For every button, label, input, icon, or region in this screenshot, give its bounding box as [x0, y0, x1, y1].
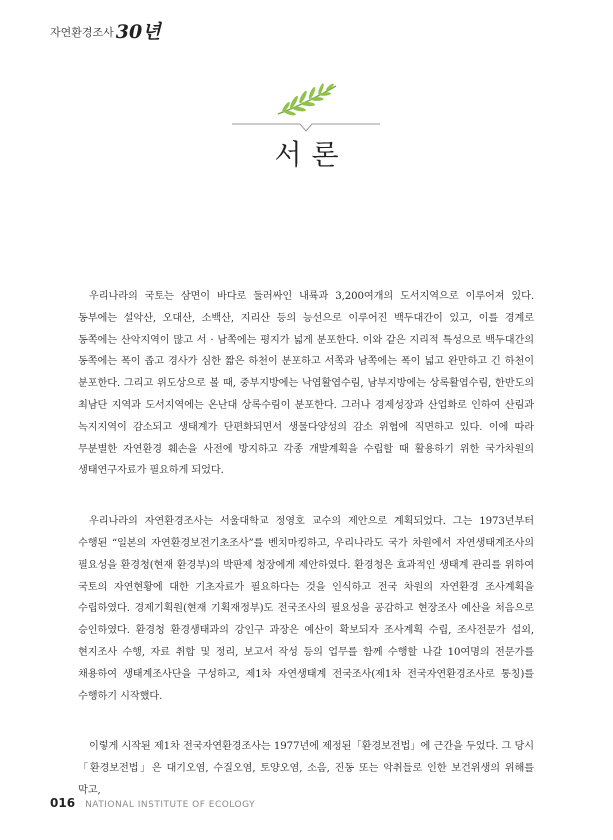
fern-leaf-icon: [272, 80, 342, 120]
series-title: 자연환경조사: [50, 26, 114, 39]
anniversary-logo: 30년: [115, 21, 161, 43]
paragraph: 우리나라의 국토는 삼면이 바다로 둘러싸인 내륙과 3,200여개의 도서지역으로 이루어져 있다. 동부에는 설악산, 오대산, 소백산, 지리산 등의 능선으로 이루어진 백두대간이 있고, 이를 경계로 동쪽에는 산악지역이 많고 서 · 남쪽에는 평지가 넓게 분포한다. 이와 같은 지리적 특성으로 백두대간의 동쪽에는 폭이 좁고 경사가 심한 짧은 하천이 분포하고 서쪽과 남쪽에는 폭이 넓고 완만하고 긴 하천이 분포한다. 그리고 위도상으로 볼 때, 중부지방에는 낙엽활엽수림, 남부지방에는 상록활엽수림, 한반도의 최남단 지역과 도서지역에는 온난대 상록수림이 분포한다. 그러나 경제성장과 산업화로 인하여 산림과 녹지지역이 감소되고 생태계가 단편화되면서 생물다양성의 감소 위협에 직면하고 있다. 이에 따라 무분별한 자연환경 훼손을 사전에 방지하고 각종 개발계획을 수립할 때 활용하기 위한 국가차원의 생태연구자료가 필요하게 되었다.: [78, 291, 534, 477]
paragraph: 우리나라의 자연환경조사는 서울대학교 정영호 교수의 제안으로 계획되었다. 그는 1973년부터 수행된 “일본의 자연환경보전기초조사”를 벤치마킹하고, 우리나라도 국가 차원에서 자연생태계조사의 필요성을 환경청(현재 환경부)의 박판제 청장에게 제안하였다. 환경청은 효과적인 생태계 관리를 위하여 국토의 자연현황에 대한 기초자료가 필요하다는 것을 인식하고 전국 차원의 자연환경 조사계획을 수립하였다. 경제기획원(현재 기획재정부)도 전국조사의 필요성을 공감하고 현장조사 예산을 처음으로 승인하였다. 환경청 환경생태과의 강인구 과장은 예산이 확보되자 조사계획 수립, 조사전문가 섭외, 현지조사 수행, 자료 취합 및 정리, 보고서 작성 등의 업무를 함께 수행할 나갈 10여명의 전문가를 채용하여 생태계조사단을 구성하고, 제1차 자연생태계 전국조사(제1차 전국자연환경조사로 통칭)를 수행하기 시작했다.: [78, 516, 534, 702]
paragraph: 이렇게 시작된 제1차 전국자연환경조사는 1977년에 제정된「환경보전법」에 근간을 두었다. 그 당시「환경보전법」은 대기오염, 수질오염, 토양오염, 소음, 진동 또는 악취들로 인한 보건위생의 위해를 막고,: [78, 741, 534, 796]
organization-name: NATIONAL INSTITUTE OF ECOLOGY: [85, 800, 256, 810]
page-number: 016: [50, 796, 76, 810]
page-footer: [50, 796, 255, 810]
page-title: 서론: [274, 138, 349, 171]
body-text: [78, 286, 534, 831]
running-header: [50, 22, 161, 42]
